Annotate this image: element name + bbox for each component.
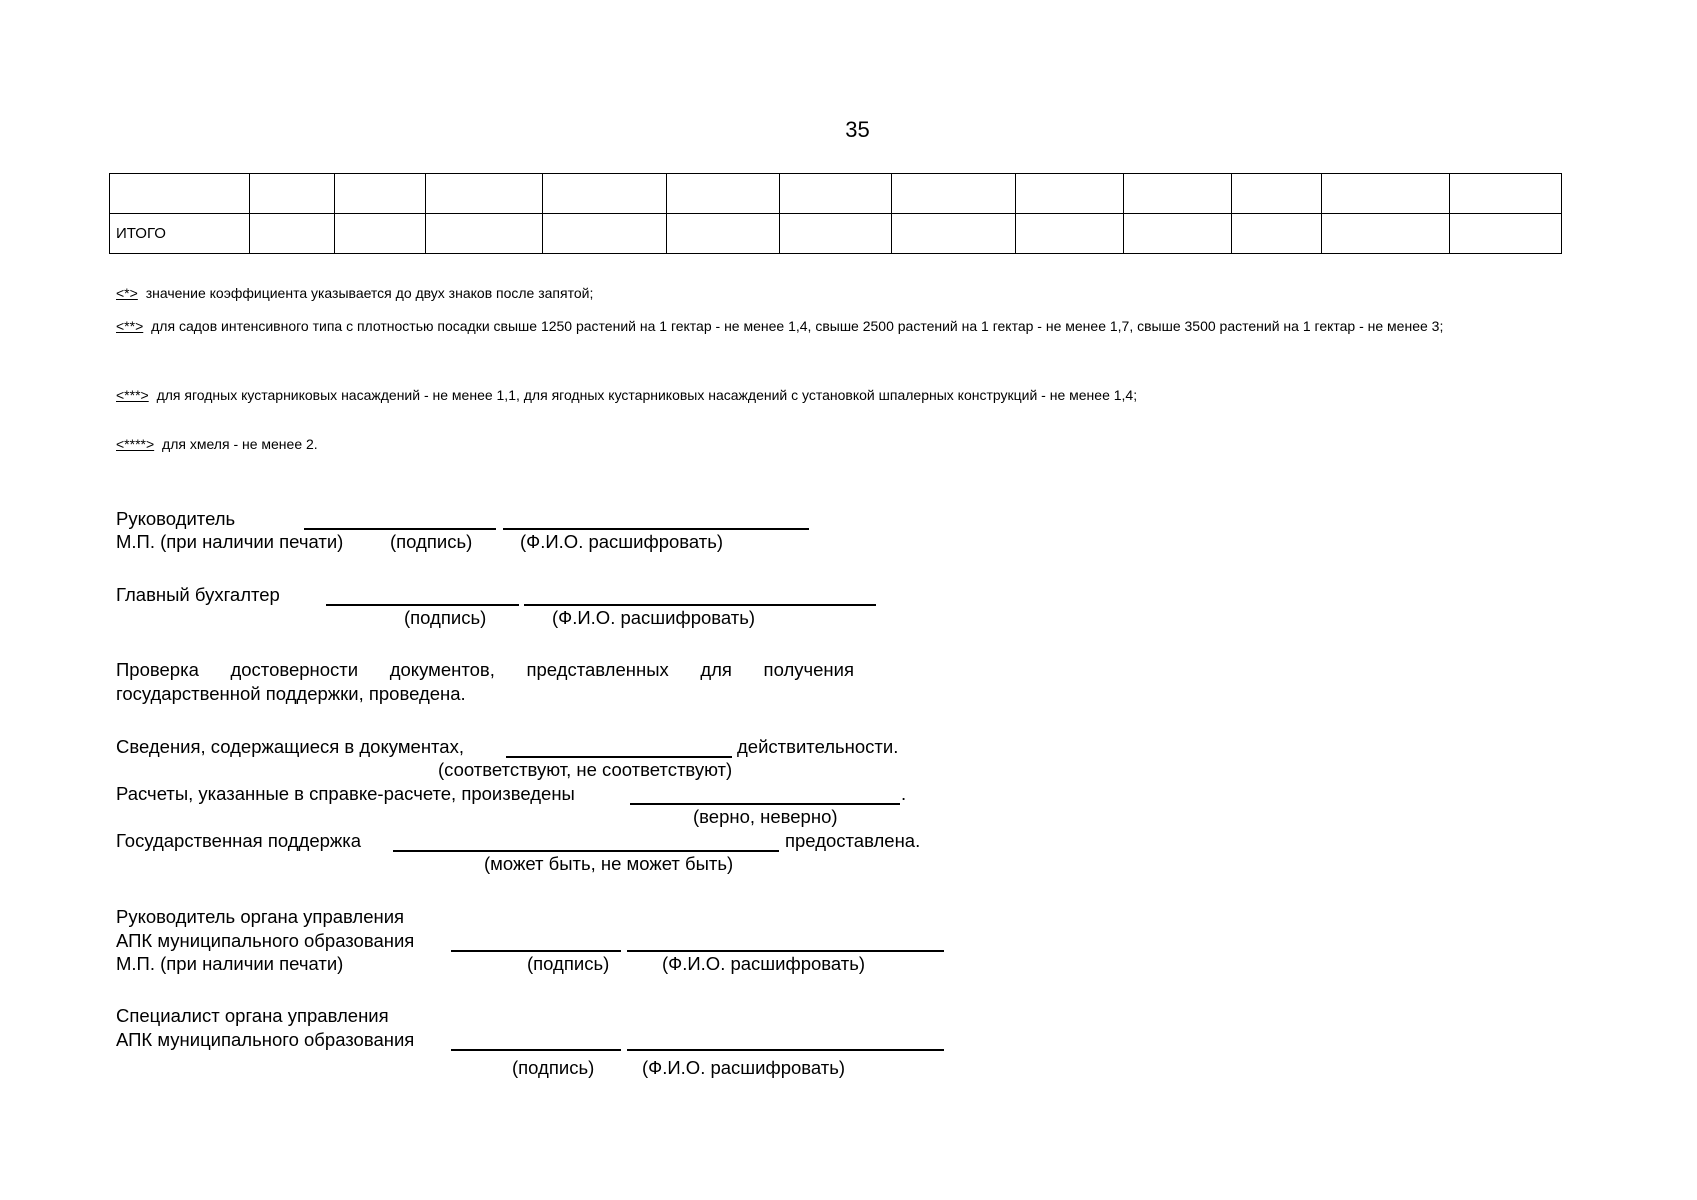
authority-head-line-2: АПК муниципального образования — [116, 930, 415, 951]
support-prefix: Государственная поддержка — [116, 830, 362, 851]
footnote-text: значение коэффициента указывается до двух знаков после запятой; — [145, 285, 594, 301]
table-cell — [1450, 214, 1562, 254]
head-signature-caption: (подпись) — [390, 531, 473, 552]
head-name-caption: (Ф.И.О. расшифровать) — [520, 531, 724, 552]
head-label: Руководитель — [116, 508, 236, 529]
table-cell — [1232, 174, 1322, 214]
authority-head-line-1: Руководитель органа управления — [116, 906, 405, 927]
footnote-text: для садов интенсивного типа с плотностью посадки свыше 1250 растений на 1 гектар - не менее 1,4, свыше 2500 растений на 1 гектар - не менее 1,7, свыше 3500 растений на 1 гектар - не менее 3; — [151, 318, 1444, 334]
specialist-name-line[interactable] — [627, 1049, 944, 1051]
footnote-mark: <*> — [116, 285, 138, 301]
table-cell — [1322, 214, 1450, 254]
table-cell — [1124, 174, 1232, 214]
accountant-name-caption: (Ф.И.О. расшифровать) — [552, 607, 756, 628]
table-row — [110, 214, 1562, 254]
footnote-mark: <***> — [116, 387, 149, 403]
authority-head-seal-note: М.П. (при наличии печати) — [116, 953, 344, 974]
specialist-signature-line[interactable] — [451, 1049, 621, 1051]
table-cell — [110, 174, 250, 214]
authority-head-name-caption: (Ф.И.О. расшифровать) — [662, 953, 866, 974]
footnote-text: для ягодных кустарниковых насаждений - не менее 1,1, для ягодных кустарниковых насаждений с установкой шпалерных конструкций - не менее 1,4; — [156, 387, 1138, 403]
calc-prefix: Расчеты, указанные в справке-расчете, произведены — [116, 783, 575, 804]
verification-line-1: Проверка достоверности документов, представленных для получения — [116, 659, 854, 680]
info-suffix: действительности. — [737, 736, 899, 757]
accountant-signature-caption: (подпись) — [404, 607, 487, 628]
table-cell — [543, 214, 667, 254]
authority-head-signature-caption: (подпись) — [527, 953, 610, 974]
summary-table — [109, 173, 1562, 254]
specialist-line-1: Специалист органа управления — [116, 1005, 389, 1026]
table-cell — [335, 214, 426, 254]
footnote-1 — [116, 284, 1596, 302]
calc-suffix: . — [901, 783, 907, 804]
specialist-name-caption: (Ф.И.О. расшифровать) — [642, 1057, 846, 1078]
calc-caption: (верно, неверно) — [693, 806, 838, 827]
table-cell — [250, 174, 335, 214]
table-cell — [1016, 174, 1124, 214]
footnote-mark: <**> — [116, 318, 144, 334]
table-cell — [1016, 214, 1124, 254]
page-number: 35 — [845, 117, 870, 142]
table-cell — [543, 174, 667, 214]
specialist-signature-caption: (подпись) — [512, 1057, 595, 1078]
info-prefix: Сведения, содержащиеся в документах, — [116, 736, 464, 757]
footnote-mark: <****> — [116, 436, 155, 452]
verification-line-2: государственной поддержки, проведена. — [116, 683, 466, 704]
footnote-2 — [116, 317, 1596, 335]
table-cell: ИТОГО — [110, 214, 250, 254]
footnote-3 — [116, 386, 1596, 404]
chief-accountant-label: Главный бухгалтер — [116, 584, 280, 605]
table-cell — [1450, 174, 1562, 214]
table-cell — [1124, 214, 1232, 254]
table-cell — [667, 214, 780, 254]
table-row — [110, 174, 1562, 214]
table-cell — [780, 214, 892, 254]
table-cell — [426, 174, 543, 214]
table-cell — [1322, 174, 1450, 214]
support-caption: (может быть, не может быть) — [484, 853, 734, 874]
table-cell — [335, 174, 426, 214]
head-seal-note: М.П. (при наличии печати) — [116, 531, 344, 552]
table-cell — [780, 174, 892, 214]
footnote-text: для хмеля - не менее 2. — [162, 436, 318, 452]
support-suffix: предоставлена. — [785, 830, 921, 851]
table-cell — [1232, 214, 1322, 254]
table-cell — [250, 214, 335, 254]
table-cell — [667, 174, 780, 214]
specialist-line-2: АПК муниципального образования — [116, 1029, 415, 1050]
table-cell — [892, 214, 1016, 254]
table-cell — [892, 174, 1016, 214]
table-cell — [426, 214, 543, 254]
footnote-4 — [116, 435, 1596, 453]
info-caption: (соответствуют, не соответствуют) — [438, 759, 733, 780]
